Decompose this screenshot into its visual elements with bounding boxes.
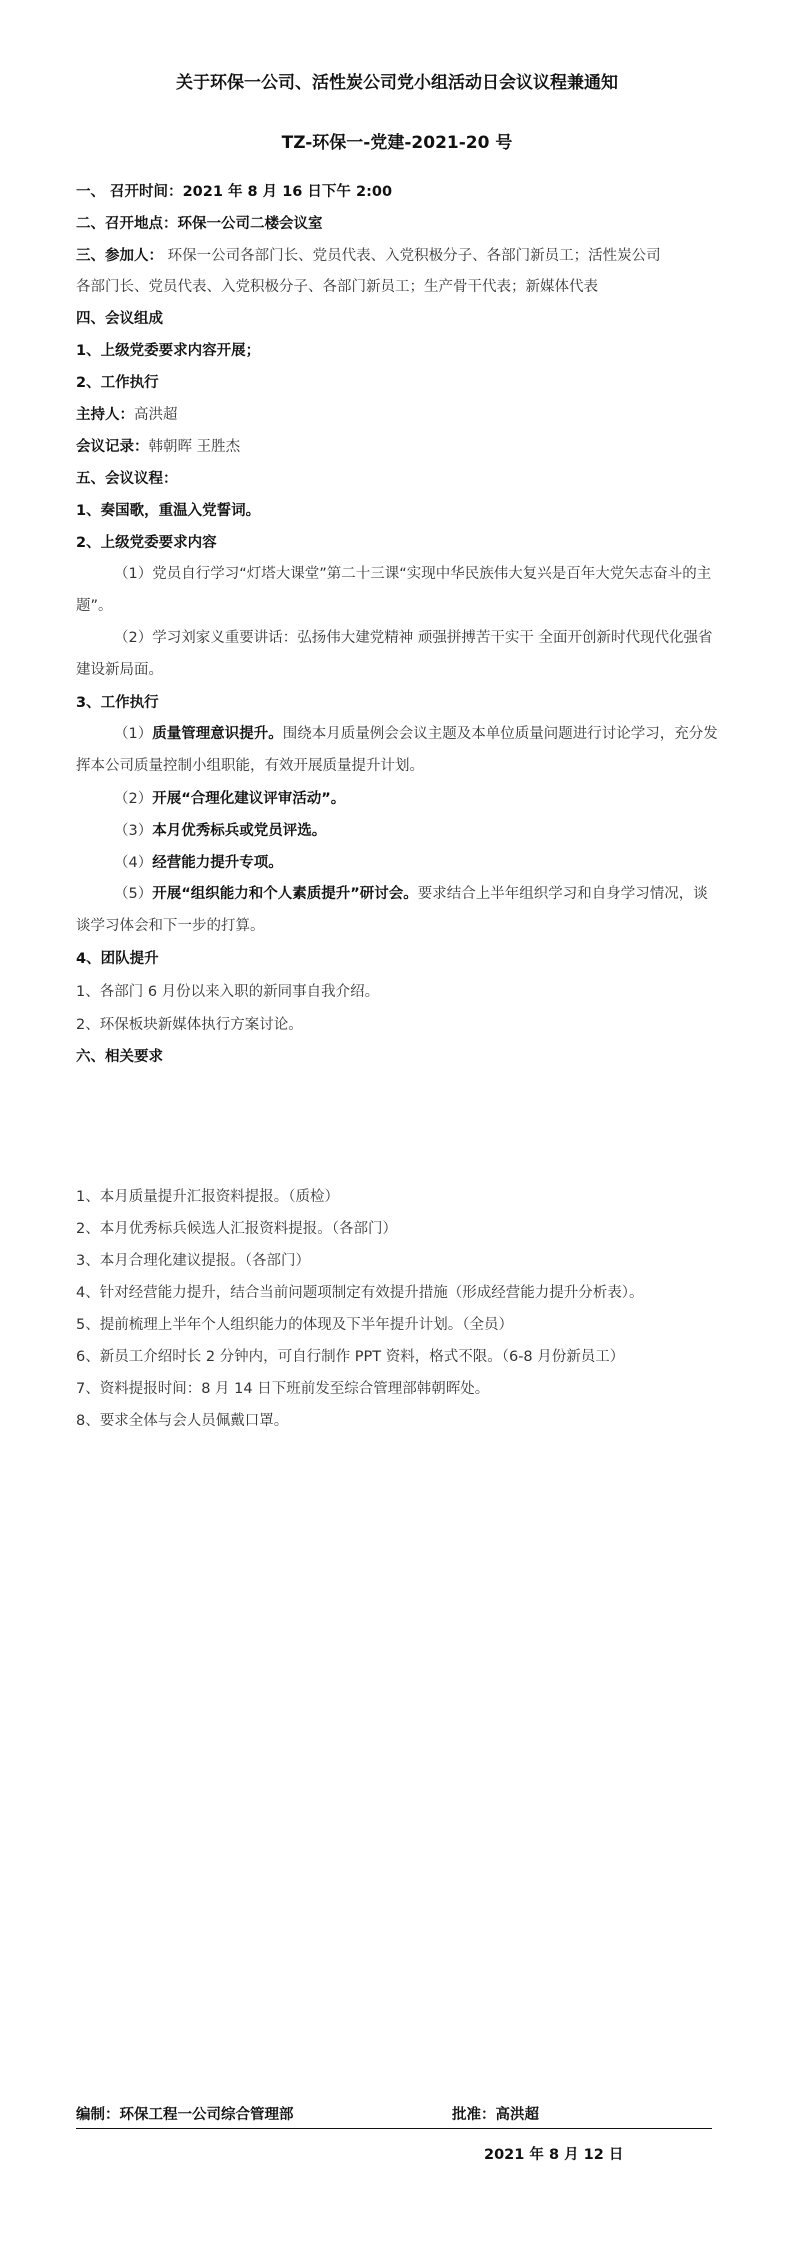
work-item-1-num: （1） xyxy=(114,726,153,742)
work-item-4-title: 经营能力提升专项。 xyxy=(152,855,283,871)
section-requirements-heading: 六、相关要求 xyxy=(76,1049,163,1065)
agenda-item-3: 3、工作执行 xyxy=(76,695,159,711)
agenda-item-1: 1、奏国歌，重温入党誓词。 xyxy=(76,503,261,519)
requirement-item: 1、本月质量提升汇报资料提报。（质检） xyxy=(76,1189,339,1205)
document-title: 关于环保一公司、活性炭公司党小组活动日会议议程兼通知 xyxy=(176,73,618,93)
requirement-item: 8、要求全体与会人员佩戴口罩。 xyxy=(76,1413,289,1429)
host-label: 主持人： xyxy=(76,407,134,423)
requirement-item: 2、本月优秀标兵候选人汇报资料提报。（各部门） xyxy=(76,1221,397,1237)
footer-divider xyxy=(76,2128,712,2129)
requirement-item: 6、新员工介绍时长 2 分钟内，可自行制作 PPT 资料，格式不限。（6-8 月份新员工） xyxy=(76,1349,625,1365)
work-item-4 xyxy=(114,852,283,874)
work-item-3-title: 本月优秀标兵或党员评选。 xyxy=(152,823,327,839)
work-item-3 xyxy=(114,820,326,842)
footer-date: 2021 年 8 月 12 日 xyxy=(484,2147,624,2163)
requirement-item: 3、本月合理化建议提报。（各部门） xyxy=(76,1253,310,1269)
work-item-5-num: （5） xyxy=(114,886,153,902)
work-item-2-title: 开展“合理化建议评审活动”。 xyxy=(152,791,346,807)
section-attendees-line1: 环保一公司各部门长、党员代表、入党积极分子、各部门新员工；活性炭公司 xyxy=(163,248,661,264)
requirement-item: 7、资料提报时间：8 月 14 日下班前发至综合管理部韩朝晖处。 xyxy=(76,1381,490,1397)
section-attendees-line2: 各部门长、党员代表、入党积极分子、各部门新员工；生产骨干代表；新媒体代表 xyxy=(76,279,598,295)
section-location-value: 环保一公司二楼会议室 xyxy=(177,216,323,232)
host-value: 高洪超 xyxy=(134,407,178,423)
composition-item-1: 1、上级党委要求内容开展； xyxy=(76,343,261,359)
work-item-1 xyxy=(76,718,718,782)
agenda-study-2: （2）学习刘家义重要讲话：弘扬伟大建党精神 顽强拼搏苦干实干 全面开创新时代现代化强省建设新局面。 xyxy=(76,630,713,678)
agenda-item-2: 2、上级党委要求内容 xyxy=(76,535,217,551)
section-time-label: 一、 召开时间： xyxy=(76,184,183,200)
work-item-5-body: 要求结合上半年组织学习和自身学习情况，谈谈学习体会和下一步的打算。 xyxy=(76,886,708,934)
work-item-5 xyxy=(76,878,718,942)
work-item-2 xyxy=(114,788,345,810)
footer-approved-by: 批准：高洪超 xyxy=(452,2107,539,2123)
requirement-item: 5、提前梳理上半年个人组织能力的体现及下半年提升计划。（全员） xyxy=(76,1317,513,1333)
document-number: TZ-环保一-党建-2021-20 号 xyxy=(281,133,513,153)
recorder-value: 韩朝晖 王胜杰 xyxy=(148,439,241,455)
section-location-label: 二、召开地点： xyxy=(76,216,178,232)
work-item-3-num: （3） xyxy=(114,823,153,839)
section-attendees xyxy=(76,245,661,267)
section-agenda-heading: 五、会议议程： xyxy=(76,471,178,487)
work-item-2-num: （2） xyxy=(114,791,153,807)
section-time xyxy=(76,181,392,203)
work-item-5-title: 开展“组织能力和个人素质提升”研讨会。 xyxy=(152,886,418,902)
requirement-item: 4、针对经营能力提升，结合当前问题项制定有效提升措施（形成经营能力提升分析表）。 xyxy=(76,1285,644,1301)
host-line xyxy=(76,404,178,426)
footer-compiled-by: 编制：环保工程一公司综合管理部 xyxy=(76,2107,294,2123)
agenda-study-1: （1）党员自行学习“灯塔大课堂”第二十三课“实现中华民族伟大复兴是百年大党矢志奋斗的主题”。 xyxy=(76,566,712,614)
work-item-4-num: （4） xyxy=(114,855,153,871)
recorder-line xyxy=(76,436,240,458)
team-item-2: 2、环保板块新媒体执行方案讨论。 xyxy=(76,1017,303,1033)
work-item-1-body: 围绕本月质量例会会议主题及本单位质量问题进行讨论学习，充分发挥本公司质量控制小组职能，有效开展质量提升计划。 xyxy=(76,726,718,774)
section-time-value: 2021 年 8 月 16 日下午 2:00 xyxy=(182,184,393,200)
recorder-label: 会议记录： xyxy=(76,439,149,455)
section-location xyxy=(76,213,323,235)
composition-item-2: 2、工作执行 xyxy=(76,375,159,391)
section-attendees-label: 三、参加人： xyxy=(76,248,163,264)
agenda-item-4: 4、团队提升 xyxy=(76,951,159,967)
team-item-1: 1、各部门 6 月份以来入职的新同事自我介绍。 xyxy=(76,984,380,1000)
work-item-1-title: 质量管理意识提升。 xyxy=(152,726,283,742)
section-composition-heading: 四、会议组成 xyxy=(76,311,163,327)
